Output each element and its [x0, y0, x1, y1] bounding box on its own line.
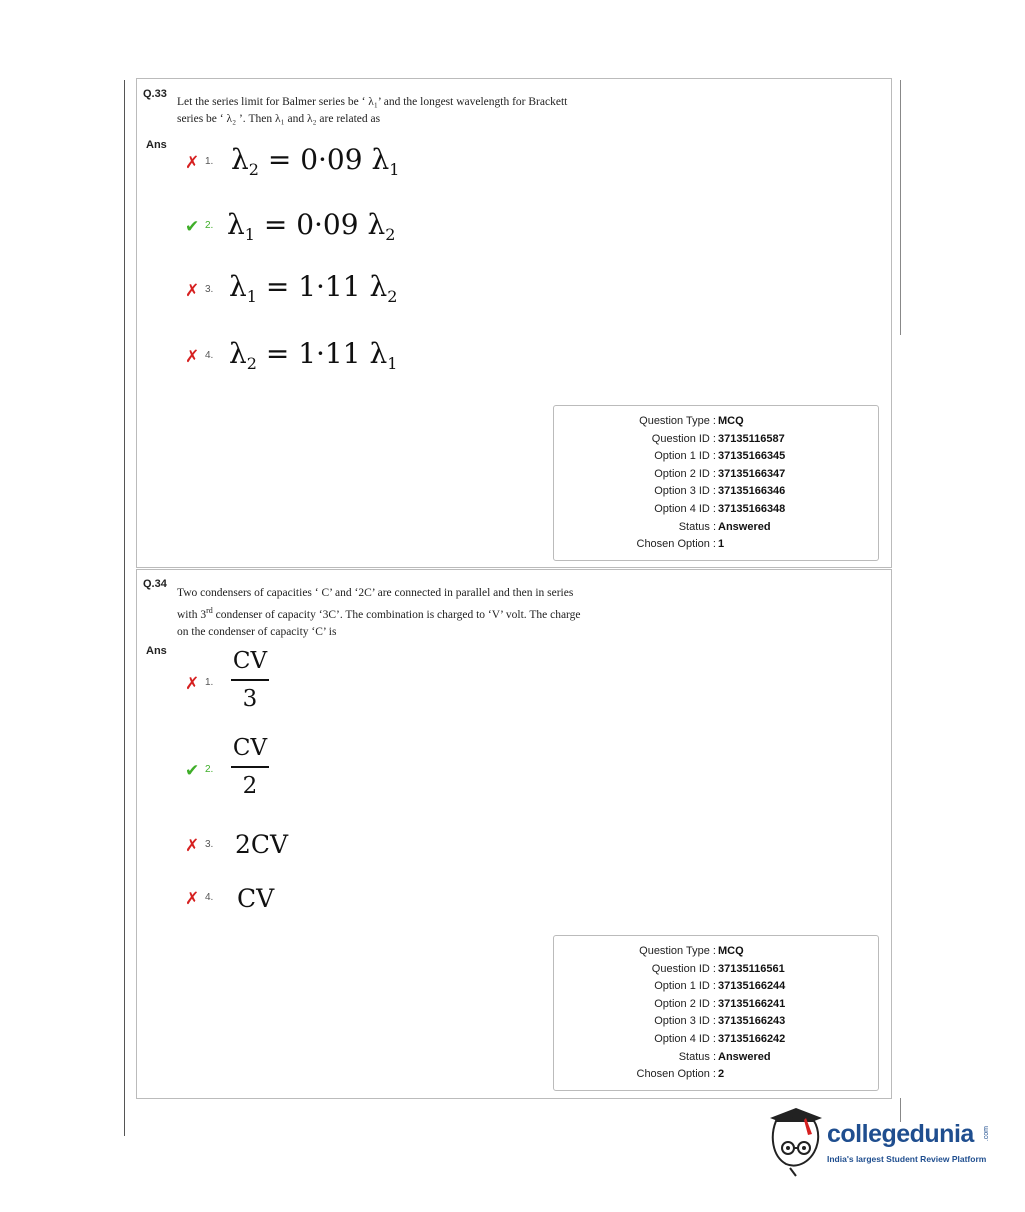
option-2-fraction: [231, 734, 269, 800]
option-formula: $\lambda_1 = 0\cdot 09$ $\lambda_2$: [227, 208, 396, 244]
page-right-rule-top: [900, 80, 901, 335]
question-meta-panel: Question Type : MCQ Question ID : 37135116561 Option 1 ID : 37135166244 Option 2 ID : 37135166241 Option 3 ID : 37135166243 Option 4 ID : 37135166242 Status : Answered Chosen Option : 2: [553, 935, 879, 1091]
option-formula: $\lambda_1 = 1\cdot 11$ $\lambda_2$: [229, 270, 398, 306]
brand-logo[interactable]: [766, 1104, 996, 1184]
question-meta-panel: Question Type : MCQ Question ID : 37135116587 Option 1 ID : 37135166345 Option 2 ID : 37135166347 Option 3 ID : 37135166346 Option 4 ID : 37135166348 Status : Answered Chosen Option : 1: [553, 405, 879, 561]
question-text-line: series be ‘ λ₂ ’. Then λ₁ and λ₂ are related as: [177, 113, 381, 125]
fraction-denominator: 3: [242, 686, 258, 712]
question-text: [177, 94, 677, 128]
page-left-rule: [124, 80, 125, 1136]
question-text-line: with 3rd condenser of capacity ‘3C’. The combination is charged to ‘V’ volt. The charge: [177, 606, 581, 621]
cross-icon: ✗: [185, 836, 200, 855]
mascot-icon: [766, 1104, 826, 1180]
fraction-numerator: CV: [231, 734, 269, 768]
cross-icon: ✗: [185, 281, 200, 300]
question-card-34: [136, 569, 892, 1099]
check-icon: ✔: [185, 761, 200, 780]
option-number: 2.: [205, 220, 214, 231]
option-formula: $\lambda_2 = 1\cdot 11$ $\lambda_1$: [229, 337, 398, 373]
option-formula: 2CV: [235, 830, 289, 859]
option-1-fraction: [231, 647, 269, 713]
option-number: 4.: [205, 350, 214, 361]
cross-icon: ✗: [185, 674, 200, 693]
question-number: Q.34: [143, 578, 167, 590]
brand-domain-suffix: .com: [983, 1126, 990, 1142]
fraction-denominator: 2: [242, 773, 258, 799]
cross-icon: ✗: [185, 153, 200, 172]
option-number: 3.: [205, 284, 214, 295]
question-text-line: Let the series limit for Balmer series be ‘ λ₁’ and the longest wavelength for Brackett: [177, 96, 568, 108]
option-number: 4.: [205, 892, 214, 903]
option-formula: $\lambda_2 = 0\cdot 09$ $\lambda_1$: [231, 143, 400, 179]
brand-tagline: India's largest Student Review Platform: [827, 1154, 987, 1164]
cross-icon: ✗: [185, 889, 200, 908]
option-number: 1.: [205, 677, 214, 688]
cross-icon: ✗: [185, 347, 200, 366]
option-formula: CV: [237, 884, 275, 913]
check-icon: ✔: [185, 217, 200, 236]
question-number: Q.33: [143, 88, 167, 100]
fraction-numerator: CV: [231, 647, 269, 681]
question-text: [177, 585, 697, 641]
answer-label: Ans: [146, 645, 167, 657]
answer-label: Ans: [146, 139, 167, 151]
question-card-33: [136, 78, 892, 568]
option-number: 3.: [205, 839, 214, 850]
option-number: 2.: [205, 764, 214, 775]
question-text-line: on the condenser of capacity ‘C’ is: [177, 625, 337, 638]
option-number: 1.: [205, 156, 214, 167]
brand-name: collegedunia: [827, 1120, 974, 1148]
question-text-line: Two condensers of capacities ‘ C’ and ‘2C’ are connected in parallel and then in series: [177, 587, 574, 599]
